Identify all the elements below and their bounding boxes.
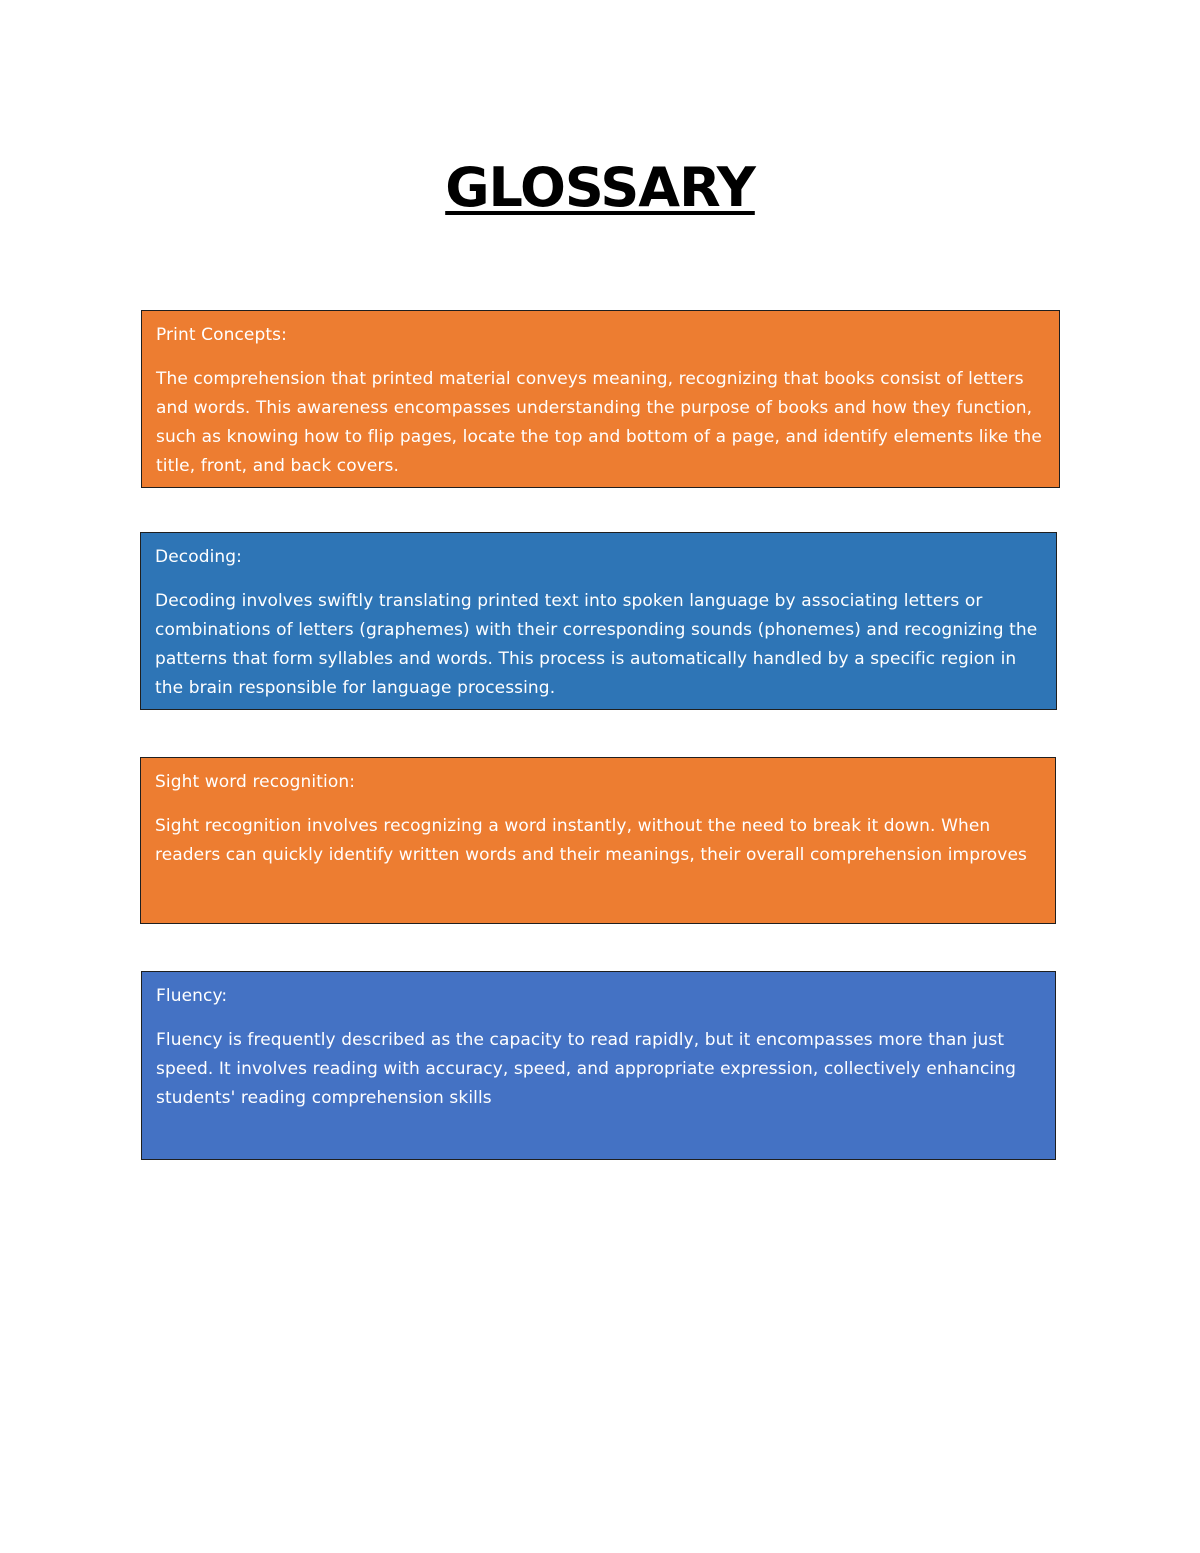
glossary-definition: Decoding involves swiftly translating printed text into spoken language by associating letters or combinations of letters (graphemes) with their corresponding sounds (phonemes) and recognizing the patterns that form syllables and words. This process is automatically handled by a specific region in the brain responsible for language processing. — [155, 591, 1038, 698]
glossary-term: Sight word recognition: — [155, 772, 356, 792]
glossary-definition: The comprehension that printed material conveys meaning, recognizing that books consist of letters and words. This awareness encompasses understanding the purpose of books and how they function, such as knowing how to flip pages, locate the top and bottom of a page, and identify elements like the title, front, and back covers. — [156, 369, 1042, 476]
glossary-definition: Sight recognition involves recognizing a word instantly, without the need to break it down. When readers can quickly identify written words and their meanings, their overall comprehension improves — [155, 816, 1027, 865]
glossary-definition: Fluency is frequently described as the capacity to read rapidly, but it encompasses more than just speed. It involves reading with accuracy, speed, and appropriate expression, collectively enhancing students' reading comprehension skills — [156, 1030, 1017, 1108]
glossary-term: Fluency: — [156, 986, 228, 1006]
glossary-entry-decoding — [140, 532, 1057, 710]
glossary-entry-sight-word-recognition — [140, 757, 1056, 924]
page-title: GLOSSARY — [445, 156, 755, 219]
glossary-term: Print Concepts: — [156, 325, 287, 345]
glossary-entry-fluency — [141, 971, 1056, 1160]
glossary-entry-print-concepts — [141, 310, 1060, 488]
glossary-term: Decoding: — [155, 547, 243, 567]
